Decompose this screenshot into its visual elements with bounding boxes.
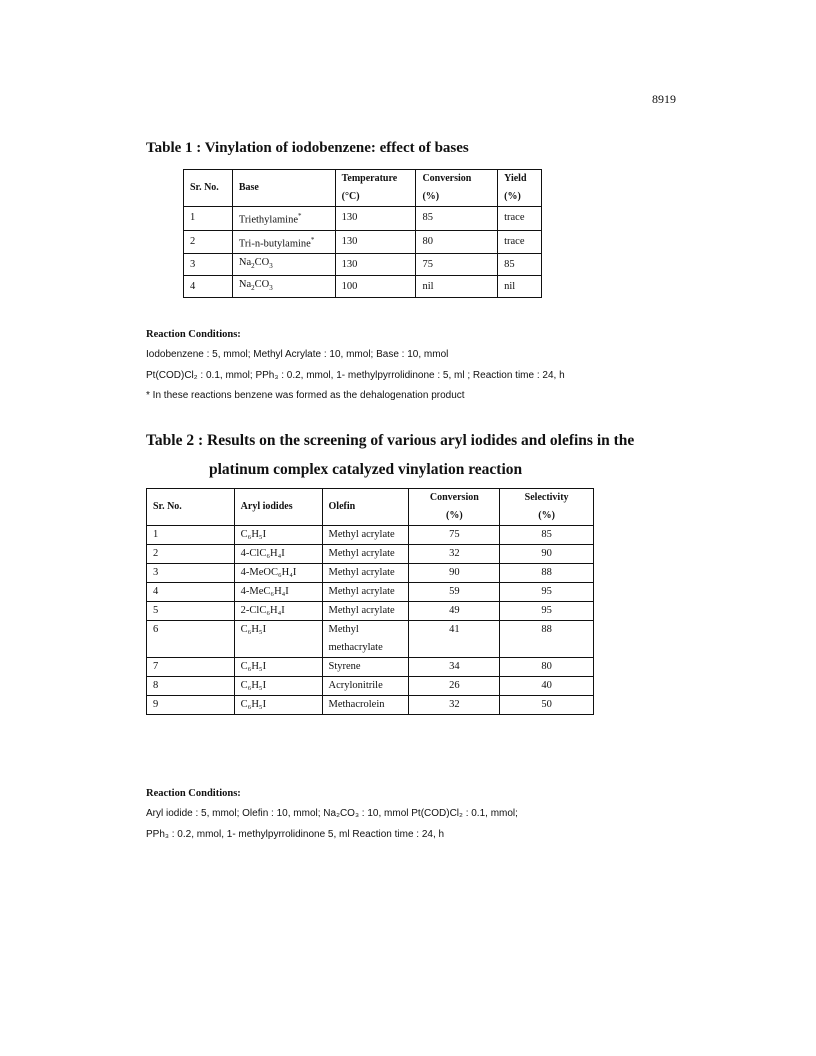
table1-cell-conversion: 75 (416, 254, 498, 276)
table1-header-row (184, 170, 542, 207)
table2-cell-selectivity: 50 (500, 696, 594, 715)
table1-cell-temperature: 130 (335, 207, 416, 231)
table1 (183, 169, 542, 298)
table-row (147, 621, 594, 658)
table2-cell-selectivity: 40 (500, 677, 594, 696)
table1-header-base: Base (232, 170, 335, 207)
table2-header-aryl: Aryl iodides (234, 489, 322, 526)
table2-title-line2: platinum complex catalyzed vinylation reaction (209, 461, 523, 478)
table1-footnote: * In these reactions benzene was formed as the dehalogenation product (146, 390, 465, 401)
table1-cell-base: Tri-n-butylamine* (232, 230, 335, 254)
table2-cell-selectivity: 88 (500, 621, 594, 658)
table1-title: Table 1 : Vinylation of iodobenzene: effect of bases (146, 140, 469, 156)
table2-cell-selectivity: 85 (500, 526, 594, 545)
table1-cell-conversion: nil (416, 276, 498, 298)
table2-conditions-line: Aryl iodide : 5, mmol; Olefin : 10, mmol; Na₂CO₃ : 10, mmol Pt(COD)Cl₂ : 0.1, mmol; (146, 808, 518, 819)
table2-cell-sr: 6 (147, 621, 235, 658)
table1-cell-yield: nil (498, 276, 542, 298)
table1-cell-temperature: 100 (335, 276, 416, 298)
table2-title-line1: Table 2 : Results on the screening of various aryl iodides and olefins in the (146, 432, 635, 449)
page-number: 8919 (652, 92, 676, 106)
table2-cell-sr: 5 (147, 602, 235, 621)
table1-cell-sr: 2 (184, 230, 233, 254)
table2-conditions-heading: Reaction Conditions: (146, 788, 241, 799)
table2-header-sr: Sr. No. (147, 489, 235, 526)
table-row (147, 564, 594, 583)
table-row (147, 583, 594, 602)
table2-cell-olefin: Methacrolein (322, 696, 409, 715)
table1-cell-sr: 1 (184, 207, 233, 231)
table1-conditions-line: Pt(COD)Cl₂ : 0.1, mmol; PPh₃ : 0.2, mmol, 1- methylpyrrolidinone : 5, ml ; Reaction time : 24, h (146, 370, 565, 381)
table1-header-conversion: Conversion (%) (416, 170, 498, 207)
table1-cell-temperature: 130 (335, 230, 416, 254)
table1-header-sr: Sr. No. (184, 170, 233, 207)
table2-cell-conversion: 75 (409, 526, 500, 545)
table1-header-temperature: Temperature (°C) (335, 170, 416, 207)
table-row (184, 207, 542, 231)
table-row (147, 545, 594, 564)
table1-header-yield: Yield (%) (498, 170, 542, 207)
table1-cell-yield: trace (498, 230, 542, 254)
table2-cell-conversion: 90 (409, 564, 500, 583)
table2-cell-sr: 8 (147, 677, 235, 696)
table2-cell-aryl: C₆H₅I (234, 526, 322, 545)
table2-cell-olefin: Styrene (322, 658, 409, 677)
table2-cell-conversion: 34 (409, 658, 500, 677)
table2-cell-conversion: 41 (409, 621, 500, 658)
table2-cell-conversion: 32 (409, 545, 500, 564)
table1-conditions-heading: Reaction Conditions: (146, 329, 241, 340)
table-row (147, 658, 594, 677)
table2-cell-selectivity: 95 (500, 602, 594, 621)
table1-cell-temperature: 130 (335, 254, 416, 276)
table-row (147, 602, 594, 621)
table2-cell-conversion: 26 (409, 677, 500, 696)
table2-header-conversion: Conversion (%) (409, 489, 500, 526)
table-row (147, 696, 594, 715)
table-row (184, 230, 542, 254)
table2-cell-selectivity: 80 (500, 658, 594, 677)
table2-cell-sr: 4 (147, 583, 235, 602)
table2-cell-olefin: Acrylonitrile (322, 677, 409, 696)
table2-cell-conversion: 59 (409, 583, 500, 602)
table2-cell-olefin: Methyl acrylate (322, 545, 409, 564)
table1-cell-sr: 3 (184, 254, 233, 276)
table-row (147, 677, 594, 696)
table1-cell-sr: 4 (184, 276, 233, 298)
table2-cell-selectivity: 90 (500, 545, 594, 564)
table2-header-olefin: Olefin (322, 489, 409, 526)
table2 (146, 488, 594, 715)
table2-cell-aryl: 4-MeOC₆H₄I (234, 564, 322, 583)
table2-cell-aryl: 4-MeC₆H₄I (234, 583, 322, 602)
table-row (184, 276, 542, 298)
table1-cell-yield: 85 (498, 254, 542, 276)
table2-cell-sr: 2 (147, 545, 235, 564)
table2-cell-sr: 1 (147, 526, 235, 545)
table-row (147, 526, 594, 545)
table2-cell-olefin: Methyl methacrylate (322, 621, 409, 658)
table2-cell-aryl: C₆H₅I (234, 621, 322, 658)
table2-header-selectivity: Selectivity (%) (500, 489, 594, 526)
table2-cell-conversion: 49 (409, 602, 500, 621)
table2-cell-aryl: C₆H₅I (234, 677, 322, 696)
table1-cell-base: Triethylamine* (232, 207, 335, 231)
table2-cell-olefin: Methyl acrylate (322, 526, 409, 545)
table2-cell-aryl: 2-ClC₆H₄I (234, 602, 322, 621)
table2-cell-sr: 9 (147, 696, 235, 715)
table1-cell-conversion: 85 (416, 207, 498, 231)
table2-cell-sr: 7 (147, 658, 235, 677)
table1-cell-base: $Na_2CO_3$ (232, 254, 335, 276)
table2-cell-aryl: C₆H₅I (234, 696, 322, 715)
table2-cell-selectivity: 88 (500, 564, 594, 583)
table1-cell-base: $Na_2CO_3$ (232, 276, 335, 298)
table2-cell-selectivity: 95 (500, 583, 594, 602)
table2-cell-olefin: Methyl acrylate (322, 583, 409, 602)
table2-conditions-line: PPh₃ : 0.2, mmol, 1- methylpyrrolidinone 5, ml Reaction time : 24, h (146, 829, 445, 840)
table1-conditions-line: Iodobenzene : 5, mmol; Methyl Acrylate : 10, mmol; Base : 10, mmol (146, 349, 449, 360)
table2-cell-olefin: Methyl acrylate (322, 564, 409, 583)
table-row (184, 254, 542, 276)
table2-cell-aryl: 4-ClC₆H₄I (234, 545, 322, 564)
table1-cell-yield: trace (498, 207, 542, 231)
table2-header-row (147, 489, 594, 526)
table2-cell-sr: 3 (147, 564, 235, 583)
table2-cell-aryl: C₆H₅I (234, 658, 322, 677)
table2-cell-conversion: 32 (409, 696, 500, 715)
table2-cell-olefin: Methyl acrylate (322, 602, 409, 621)
table1-cell-conversion: 80 (416, 230, 498, 254)
